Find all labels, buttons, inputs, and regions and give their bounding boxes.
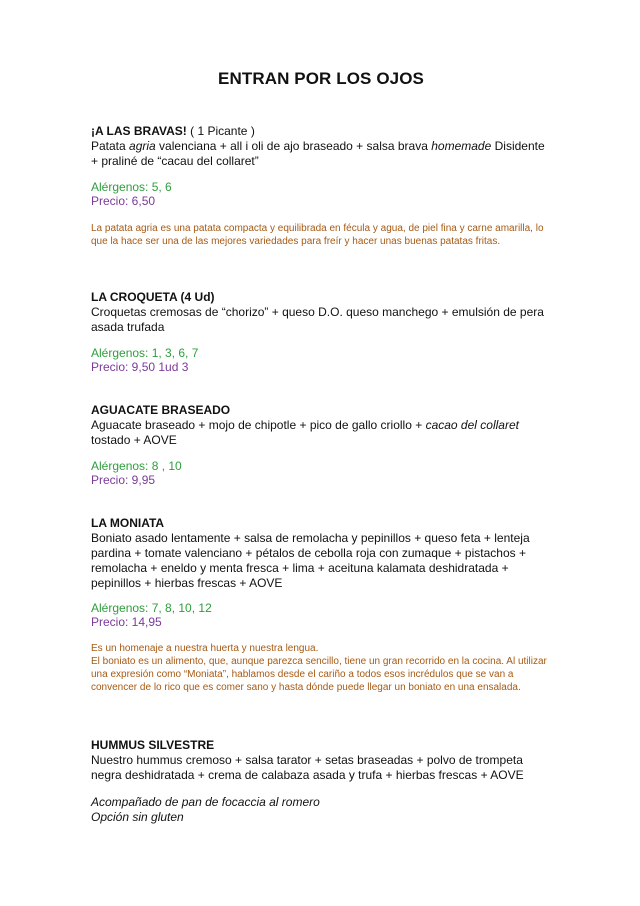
extra-line: Acompañado de pan de focaccia al romero [91,795,320,809]
page-title: ENTRAN POR LOS OJOS [218,69,424,88]
desc-text: Patata [91,139,130,153]
desc-italic: agria [129,139,156,153]
dish-moniata [91,516,551,591]
desc-text: tostado + AOVE [91,433,177,447]
dish-note [91,642,551,694]
note-line: El boniato es un alimento, que, aunque parezca sencillo, tiene un gran recorrido en la cocina. Al utilizar una expresión como “Moniata”, hablamos desde el cariño a todos esos incrédulos que se van a convencer de lo rico que es comer sano y hasta dónde puede llegar un boniato en una ensalada. [91,656,547,693]
dish-description: Croquetas cremosas de “chorizo” + queso D.O. queso manchego + emulsión de pera asada trufada [91,305,544,334]
desc-text: valenciana + all i oli de ajo braseado + salsa brava [155,139,432,153]
dish-extras [91,795,551,825]
allergens-line: Alérgenos: 1, 3, 6, 7 [91,346,199,360]
dish-description [91,418,551,448]
desc-text: Disidente + praliné de “cacau del collaret” [91,139,545,168]
allergens-line: Alérgenos: 7, 8, 10, 12 [91,601,212,615]
dish-hummus [91,738,551,783]
note-line: Es un homenaje a nuestra huerta y nuestra lengua. [91,643,319,654]
extra-line: Opción sin gluten [91,810,184,824]
dish-note: La patata agria es una patata compacta y equilibrada en fécula y agua, de piel fina y carne amarilla, lo que la hace ser una de las mejores variedades para freír y hacer unas buenas patatas fritas. [91,223,544,247]
dish-description: Nuestro hummus cremoso + salsa tarator + setas braseadas + polvo de trompeta negra deshidratada + crema de calabaza asada y trufa + hierbas frescas + AOVE [91,753,524,782]
price-line: Precio: 6,50 [91,194,156,208]
dish-name: AGUACATE BRASEADO [91,403,231,417]
desc-text: Aguacate braseado + mojo de chipotle + pico de gallo criollo + [91,418,426,432]
dish-bravas [91,124,551,169]
allergens-line: Alérgenos: 5, 6 [91,180,172,194]
dish-croqueta [91,290,551,335]
price-line: Precio: 14,95 [91,615,162,629]
dish-name: LA CROQUETA (4 Ud) [91,290,215,304]
desc-italic: cacao del collaret [425,418,519,432]
price-line: Precio: 9,95 [91,473,156,487]
dish-name: ¡A LAS BRAVAS! [91,124,187,138]
dish-description [91,139,551,169]
allergens-line: Alérgenos: 8 , 10 [91,459,182,473]
dish-name-suffix: ( 1 Picante ) [186,124,255,138]
dish-aguacate [91,403,551,448]
dish-description: Boniato asado lentamente + salsa de remolacha y pepinillos + queso feta + lenteja pardina + tomate valenciano + pétalos de cebolla roja con zumaque + pistachos + remolacha + eneldo y menta fresca + lima + aceituna kalamata deshidratada + pepinillos + hierbas frescas + AOVE [91,531,530,590]
desc-italic: homemade [431,139,492,153]
price-line: Precio: 9,50 1ud 3 [91,360,189,374]
dish-name: LA MONIATA [91,516,165,530]
dish-name: HUMMUS SILVESTRE [91,738,215,752]
